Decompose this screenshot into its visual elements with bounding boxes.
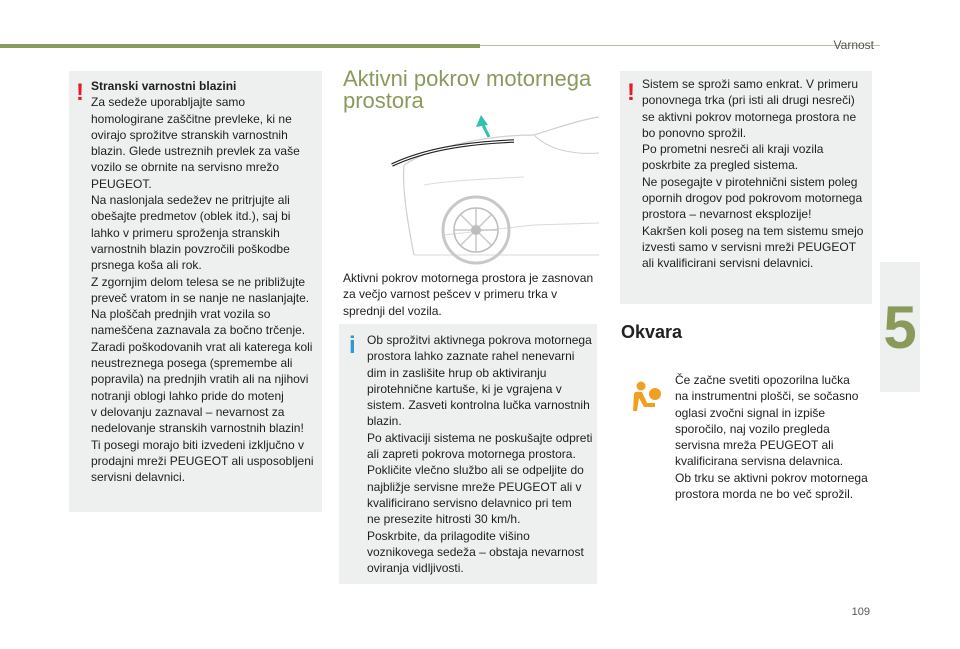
info-line: oviranja vidljivosti. — [367, 561, 464, 576]
section-title-line: Aktivni pokrov motornega — [343, 66, 592, 91]
warning-line: ali kvalificirani servisni delavnici. — [642, 256, 814, 271]
info-line: najbližje servisne mreže PEUGEOT ali v — [367, 479, 582, 494]
warning-exclamation-icon: ! — [76, 79, 84, 106]
info-box — [339, 324, 597, 584]
warning-line: Sistem se sproži samo enkrat. V primeru — [642, 77, 859, 91]
airbag-warning-lamp-icon — [628, 379, 662, 413]
fault-section-title: Okvara — [621, 322, 683, 342]
warning-line: Ti posegi morajo biti izvedeni izključno v — [91, 437, 304, 452]
car-hood-illustration — [384, 105, 599, 270]
side-airbag-warning-box — [69, 71, 322, 512]
warning-line: Na naslonjala sedežev ne pritrjujte ali — [91, 193, 290, 208]
warning-line: notranji oblogi lahko pride do motenj — [91, 388, 284, 403]
info-line: voznikovega sedeža – obstaja nevarnost — [367, 544, 584, 559]
warning-line: obešajte predmetov (oblek itd.), saj bi — [91, 209, 291, 224]
warning-line: blazin. Glede ustreznih prevlek za vaše — [91, 144, 300, 159]
chapter-title: Varnost — [833, 38, 874, 52]
warning-line: ovirajo sprožitve stranskih varnostnih — [91, 127, 288, 142]
warning-line: Ne posegajte v pirotehnični sistem poleg — [642, 174, 858, 189]
warning-line: izvesti samo v servisni mreži PEUGEOT — [642, 239, 857, 254]
intro-line: za večjo varnost pešcev v primeru trka v — [343, 287, 558, 302]
page-number: 109 — [851, 606, 870, 618]
chapter-tab — [880, 262, 920, 392]
right-warning-box — [620, 71, 872, 304]
info-icon: i — [349, 332, 356, 359]
warning-line: prsnega koša ali rok. — [91, 258, 202, 273]
warning-line: nameščena zaznavala za bočno trčenje. — [91, 323, 306, 338]
info-line: Ob sprožitvi aktivnega pokrova motornega — [367, 333, 592, 347]
fault-line: oglasi zvočni signal in izpiše — [675, 405, 826, 420]
warning-line: prostora – nevarnost eksplozije! — [642, 207, 812, 222]
fault-line: Če začne svetiti opozorilna lučka — [675, 373, 850, 387]
warning-line: Po prometni nesreči ali kraji vozila — [642, 142, 824, 157]
warning-line: ponovnega trka (pri isti ali drugi nesreči) — [642, 93, 855, 108]
info-line: prostora lahko zaznate rahel nenevarni — [367, 349, 575, 364]
fault-line: kvalificirana servisna delavnica. — [675, 454, 844, 469]
section-title-line: prostora — [343, 88, 424, 113]
warning-line: servisni delavnici. — [91, 470, 186, 485]
intro-line: sprednji del vozila. — [343, 303, 442, 318]
warning-line: neustreznega posega (spremembe ali — [91, 356, 293, 371]
warning-line: nedelovanje stranskih varnostnih blazin! — [91, 421, 304, 436]
fault-line: prostora morda ne bo več sprožil. — [675, 487, 854, 502]
warning-title: Stranski varnostni blazini — [91, 79, 237, 93]
warning-line: lahko v primeru sproženja stranskih — [91, 225, 280, 240]
fault-line: Ob trku se aktivni pokrov motornega — [675, 470, 868, 485]
warning-line: varnostnih blazin povzročili poškodbe — [91, 241, 290, 256]
warning-line: v delovanju zaznaval – nevarnost za — [91, 404, 285, 419]
info-line: pirotehnične kartuše, ki je vgrajena v — [367, 381, 562, 396]
info-line: Po aktivaciji sistema ne poskušajte odpreti — [367, 430, 593, 445]
info-line: ali zapreti pokrova motornega prostora. — [367, 447, 576, 462]
warning-line: se aktivni pokrov motornega prostora ne — [642, 109, 857, 124]
warning-line: PEUGEOT. — [91, 176, 152, 191]
intro-line: Aktivni pokrov motornega prostora je zasnovan — [343, 271, 594, 285]
warning-line: preveč vratom in se nanje ne naslanjajte. — [91, 290, 310, 305]
warning-line: Z zgornjim delom telesa se ne približujte — [91, 274, 306, 289]
warning-line: vozilo se obrnite na servisno mrežo — [91, 160, 280, 175]
intro-paragraph — [343, 270, 598, 319]
info-line: sistem. Zasveti kontrolna lučka varnostnih — [367, 398, 590, 413]
chapter-number: 5 — [883, 293, 917, 361]
fault-line: na instrumentni plošči, se sočasno — [675, 389, 859, 404]
info-line: dim in zaslišite hrup ob aktiviranju — [367, 365, 547, 380]
info-line: kvalificirano servisno delavnico pri tem — [367, 495, 572, 510]
info-line: blazin. — [367, 414, 402, 429]
warning-line: homologirane zaščitne prevleke, ki ne — [91, 111, 292, 126]
warning-line: Kakršen koli poseg na tem sistemu smejo — [642, 223, 864, 238]
fault-line: servisna mreža PEUGEOT ali — [675, 438, 834, 453]
warning-line: bo ponovno sprožil. — [642, 125, 747, 140]
warning-line: Na ploščah prednjih vrat vozila so — [91, 307, 271, 322]
fault-line: sporočilo, naj vozilo pregleda — [675, 421, 830, 436]
warning-line: poskrbite za pregled sistema. — [642, 158, 799, 173]
warning-line: opornih drogov pod pokrovom motornega — [642, 191, 863, 206]
info-line: ne presezite hitrosti 30 km/h. — [367, 512, 521, 527]
header-accent-bar — [0, 44, 480, 48]
warning-exclamation-icon: ! — [627, 79, 635, 106]
header-rule — [480, 45, 880, 46]
info-line: Poskrbite, da prilagodite višino — [367, 528, 530, 543]
warning-line: prodajni mreži PEUGEOT ali usposobljeni — [91, 453, 314, 468]
warning-line: Za sedeže uporabljajte samo — [91, 95, 246, 110]
warning-line: Zaradi poškodovanih vrat ali katerega koli — [91, 339, 313, 354]
fault-paragraph — [675, 372, 875, 502]
info-line: Pokličite vlečno službo ali se odpeljite do — [367, 463, 584, 478]
warning-line: popravila) na prednjih vratih ali na njihovi — [91, 372, 309, 387]
